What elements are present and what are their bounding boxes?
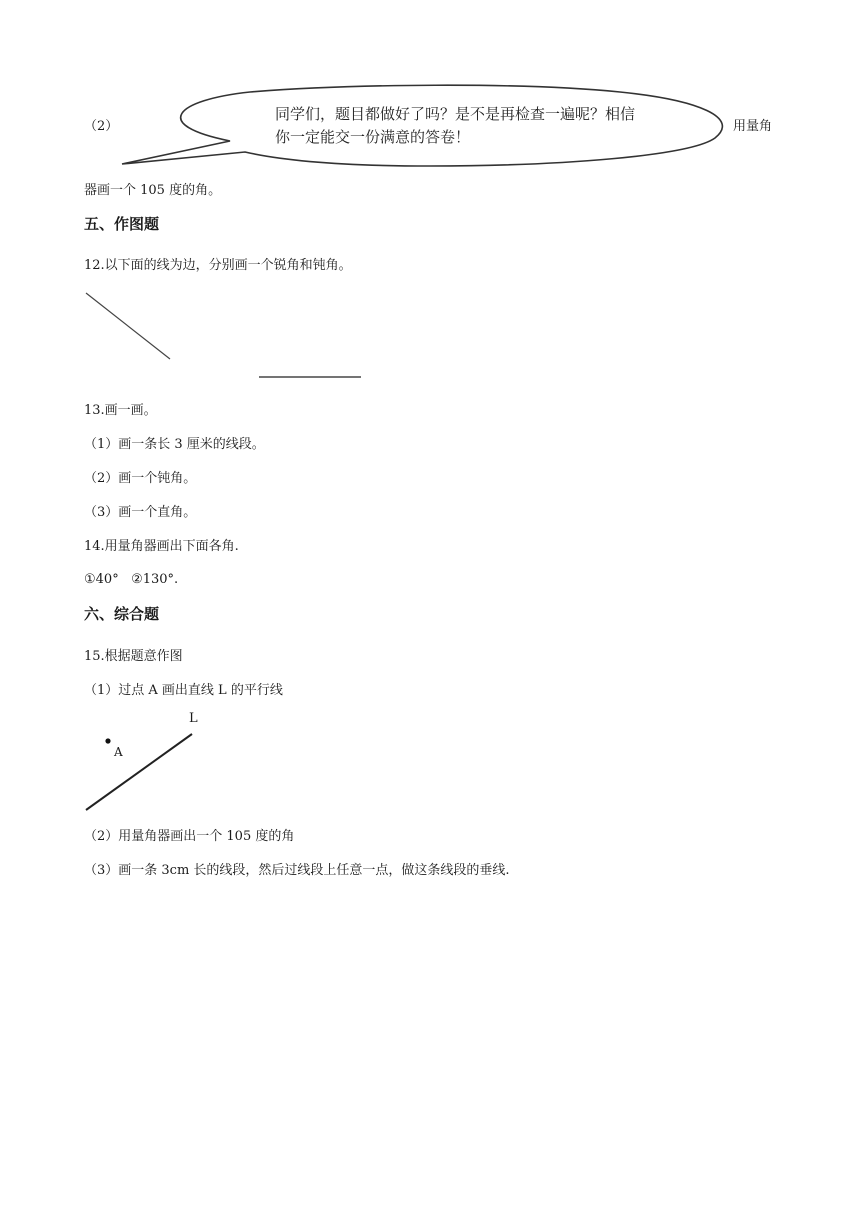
q14-angles: ①40° ②130°.: [84, 572, 179, 587]
point-A: [105, 738, 110, 743]
q15-item-3: （3）画一条 3cm 长的线段，然后过线段上任意一点，做这条线段的垂线.: [84, 863, 510, 878]
bubble-line-2: 你一定能交一份满意的答卷！: [275, 128, 471, 146]
q11-tail-right: 用量角: [733, 119, 773, 134]
bubble-line-1: 同学们，题目都做好了吗？是不是再检查一遍呢？相信: [275, 105, 636, 123]
q11-part2-label: （2）: [84, 119, 119, 134]
label-A: A: [114, 745, 123, 759]
section-6-heading: 六、综合题: [84, 605, 160, 623]
q15-title: 15.根据题意作图: [84, 649, 183, 664]
q15-item-1: （1）过点 A 画出直线 L 的平行线: [84, 683, 283, 698]
line-L: [86, 734, 192, 810]
q13-item-3: （3）画一个直角。: [84, 505, 197, 520]
q15-item-2: （2）用量角器画出一个 105 度的角: [84, 829, 295, 844]
q13-title: 13.画一画。: [84, 403, 157, 418]
label-L: L: [189, 711, 198, 726]
q11-continuation: 器画一个 105 度的角。: [84, 183, 222, 198]
section-5-heading: 五、作图题: [84, 215, 160, 233]
q13-item-1: （1）画一条长 3 厘米的线段。: [84, 437, 265, 452]
q12-text: 12.以下面的线为边，分别画一个锐角和钝角。: [84, 258, 352, 273]
q14-title: 14.用量角器画出下面各角.: [84, 539, 239, 554]
q13-item-2: （2）画一个钝角。: [84, 471, 197, 486]
